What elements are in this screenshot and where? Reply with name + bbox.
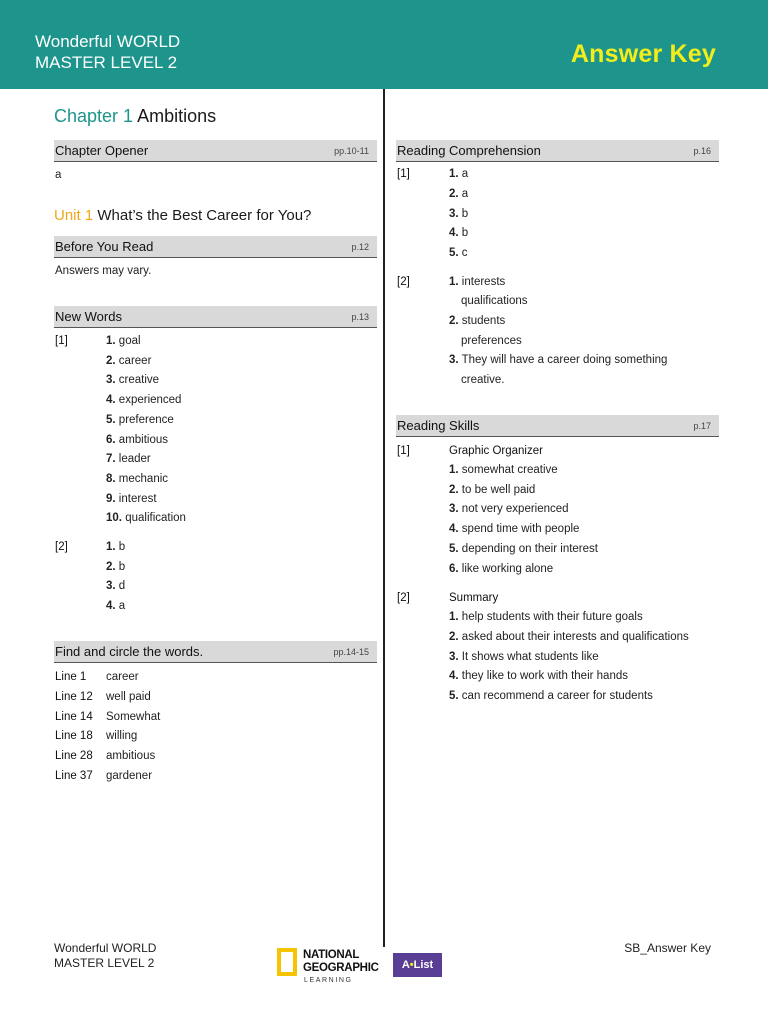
section-header-before-you-read — [54, 236, 377, 258]
section-header-reading-comprehension — [396, 140, 719, 162]
footer-series — [54, 941, 156, 971]
item-number: 4. — [449, 523, 459, 536]
list-item — [449, 503, 569, 515]
section-page: p.13 — [351, 312, 369, 322]
list-item — [106, 561, 125, 573]
item-text: asked about their interests and qualifications — [461, 630, 689, 643]
section-page: p.17 — [693, 421, 711, 431]
item-number: 1. — [449, 464, 459, 476]
list-item — [106, 512, 186, 524]
list-item — [449, 464, 558, 476]
item-text: somewhat creative — [461, 464, 558, 476]
footer-line-1: Wonderful WORLD — [54, 941, 157, 955]
item-number: 1. — [449, 168, 459, 180]
section-header-reading-skills — [396, 415, 719, 437]
item-number: 9. — [106, 492, 116, 505]
item-text: d — [118, 580, 126, 593]
item-number: 1. — [106, 335, 116, 347]
item-text: a — [461, 168, 469, 180]
list-item — [106, 355, 151, 367]
list-item — [449, 523, 579, 535]
item-number: 4. — [449, 670, 459, 683]
section-name: Reading Skills — [397, 418, 480, 433]
footer-line-2: MASTER LEVEL 2 — [54, 956, 155, 970]
list-item — [449, 227, 468, 239]
found-word: career — [106, 671, 139, 683]
part-label: [1] — [397, 168, 410, 180]
found-word: gardener — [106, 770, 153, 782]
item-number: 10. — [106, 512, 122, 525]
item-text: leader — [118, 453, 151, 466]
item-text: a — [118, 600, 126, 613]
item-number: 1. — [106, 541, 116, 553]
item-text: b — [461, 227, 469, 240]
list-item — [106, 580, 125, 592]
list-item — [106, 453, 151, 465]
found-word: willing — [106, 730, 138, 743]
item-text: depending on their interest — [461, 542, 598, 555]
list-item — [449, 690, 653, 702]
series-line-1: Wonderful WORLD — [35, 32, 181, 51]
section-page: pp.14-15 — [333, 647, 369, 657]
chapter-name: Ambitions — [137, 106, 217, 126]
item-number: 4. — [106, 394, 116, 407]
list-item — [449, 670, 628, 682]
item-number: 1. — [449, 611, 459, 623]
item-text: b — [118, 541, 126, 553]
section-header-chapter-opener — [54, 140, 377, 162]
section-name: Chapter Opener — [55, 143, 149, 158]
list-item-continuation: qualifications — [461, 295, 528, 307]
list-item — [106, 394, 181, 406]
item-text: ambitious — [118, 433, 169, 446]
item-number: 6. — [106, 433, 116, 446]
unit-number: Unit 1 — [54, 207, 94, 224]
line-number: Line 37 — [55, 770, 93, 782]
list-item-continuation: creative. — [461, 374, 505, 386]
line-number: Line 14 — [55, 710, 93, 723]
item-number: 2. — [106, 354, 116, 367]
line-number: Line 1 — [55, 671, 87, 683]
series-title — [35, 31, 180, 73]
item-number: 6. — [449, 562, 459, 575]
item-text: experienced — [118, 394, 182, 407]
list-item — [106, 434, 168, 446]
item-text: not very experienced — [461, 503, 569, 516]
list-item — [449, 484, 535, 496]
list-item — [106, 473, 168, 485]
item-number: 7. — [106, 453, 116, 466]
part-label: [1] — [397, 445, 410, 457]
subsection-title: Graphic Organizer — [449, 445, 543, 457]
item-number: 3. — [449, 650, 459, 663]
item-number: 2. — [449, 483, 459, 496]
item-number: 4. — [449, 227, 459, 240]
list-item — [449, 247, 468, 259]
subsection-title: Summary — [449, 592, 499, 604]
chapter-number: Chapter 1 — [54, 106, 134, 126]
logo-text-line-2: GEOGRAPHIC — [303, 962, 379, 974]
section-header-find-circle — [54, 641, 377, 663]
item-text: creative — [118, 374, 160, 387]
item-number: 3. — [449, 503, 459, 516]
item-text: b — [118, 560, 126, 573]
item-text: can recommend a career for students — [461, 690, 653, 703]
page-title: Answer Key — [570, 40, 716, 68]
column-divider — [383, 89, 385, 947]
footer-doc-label: SB_Answer Key — [624, 941, 711, 955]
list-item — [106, 374, 159, 386]
list-item — [449, 188, 468, 200]
section-name: Find and circle the words. — [55, 644, 204, 659]
item-text: to be well paid — [461, 483, 536, 496]
section-name: Reading Comprehension — [397, 143, 541, 158]
item-number: 8. — [106, 472, 116, 485]
item-text: goal — [118, 335, 141, 347]
unit-title — [54, 207, 311, 224]
list-item: 3. They will have a career doing something — [449, 354, 668, 366]
a-list-logo: A•List — [393, 953, 442, 977]
part-label: [2] — [55, 541, 68, 553]
section-header-new-words — [54, 306, 377, 328]
list-item: 2. students — [449, 315, 506, 327]
item-number: 5. — [449, 247, 459, 260]
item-text: they like to work with their hands — [461, 670, 628, 683]
item-text: interest — [118, 492, 157, 505]
item-text: qualification — [125, 512, 186, 525]
list-item — [449, 631, 689, 643]
found-word: ambitious — [106, 750, 156, 763]
part-label: [1] — [55, 335, 68, 347]
item-text: b — [461, 207, 469, 220]
item-number: 3. — [106, 374, 116, 387]
line-number: Line 28 — [55, 750, 93, 763]
list-item — [106, 600, 125, 612]
item-number: 5. — [106, 413, 116, 426]
list-item — [449, 208, 468, 220]
section-page: p.12 — [351, 242, 369, 252]
logo-text-line-1: NATIONAL — [303, 949, 360, 961]
header-banner — [0, 0, 768, 89]
list-item — [106, 414, 174, 426]
item-text: spend time with people — [461, 523, 580, 536]
item-text: mechanic — [118, 472, 169, 485]
item-text: c — [461, 247, 468, 260]
item-number: 2. — [449, 630, 459, 643]
item-number: 5. — [449, 542, 459, 555]
item-number: 4. — [106, 600, 116, 613]
item-text: career — [118, 354, 152, 367]
national-geographic-logo — [277, 946, 387, 988]
logo-text-line-3: LEARNING — [304, 977, 353, 984]
list-item — [106, 335, 141, 347]
part-label: [2] — [397, 592, 410, 604]
list-item — [106, 493, 157, 505]
chapter-title — [54, 106, 216, 127]
list-item — [449, 611, 643, 623]
section-name: New Words — [55, 309, 122, 324]
item-text: a — [461, 187, 469, 200]
line-number: Line 18 — [55, 730, 93, 743]
list-item — [449, 543, 598, 555]
item-text: preference — [118, 413, 174, 426]
yellow-frame-icon — [277, 948, 297, 976]
unit-name: What’s the Best Career for You? — [97, 207, 312, 224]
section-page: pp.10-11 — [334, 146, 369, 156]
chapter-opener-answer: a — [55, 169, 62, 181]
item-text: like working alone — [461, 562, 554, 575]
item-number: 5. — [449, 690, 459, 703]
before-you-read-answer: Answers may vary. — [55, 265, 152, 277]
item-text: help students with their future goals — [461, 611, 643, 623]
item-number: 2. — [106, 560, 116, 573]
list-item — [106, 541, 125, 553]
list-item — [449, 651, 599, 663]
found-word: well paid — [106, 690, 151, 703]
item-number: 3. — [449, 207, 459, 220]
part-label: [2] — [397, 276, 410, 288]
series-line-2: MASTER LEVEL 2 — [35, 53, 178, 72]
found-word: Somewhat — [106, 710, 161, 723]
list-item-continuation: preferences — [461, 335, 522, 347]
list-item — [449, 168, 468, 180]
line-number: Line 12 — [55, 690, 93, 703]
item-number: 2. — [449, 187, 459, 200]
item-number: 3. — [106, 580, 116, 593]
section-name: Before You Read — [55, 239, 154, 254]
list-item — [449, 563, 553, 575]
item-text: It shows what students like — [461, 650, 599, 663]
section-page: p.16 — [693, 146, 711, 156]
list-item: 1. interests — [449, 276, 506, 288]
